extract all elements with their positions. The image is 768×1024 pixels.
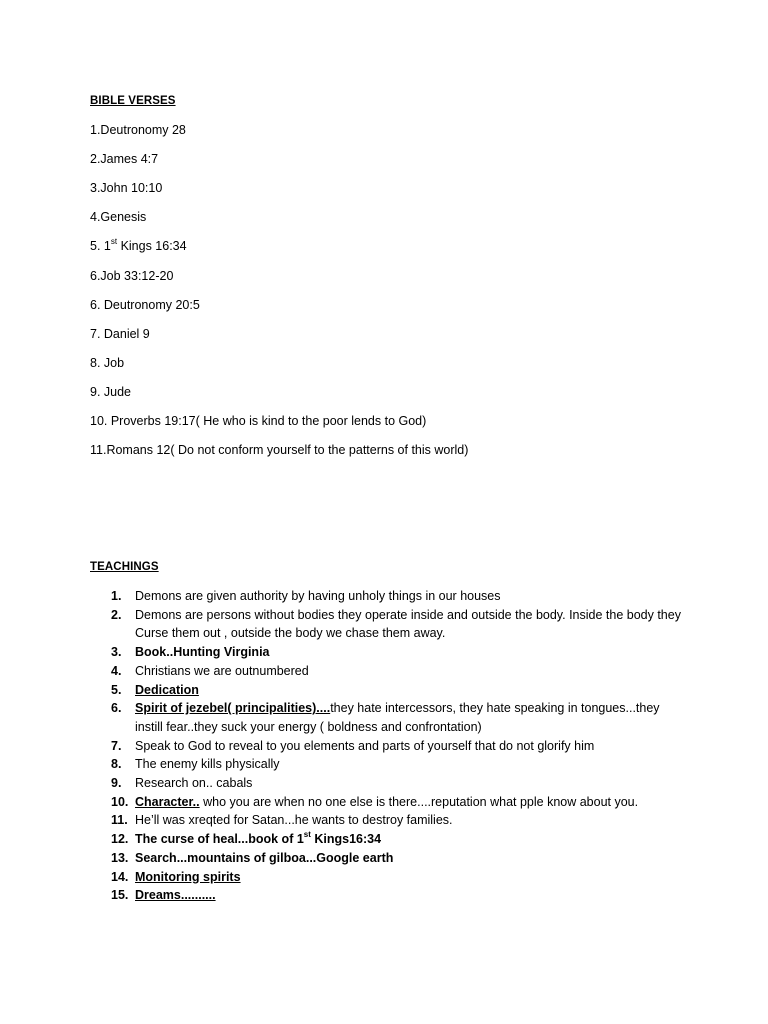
list-number: 10. — [111, 794, 129, 809]
verse-item: 8. Job — [90, 356, 125, 370]
verse-item: 6. Deutronomy 20:5 — [90, 298, 200, 312]
teachings-heading: TEACHINGS — [90, 561, 159, 573]
teachings-list — [90, 587, 690, 905]
list-item: 7. Speak to God to reveal to you elements and parts of yourself that do not glorify him — [90, 737, 690, 756]
verse-item: 7. Daniel 9 — [90, 327, 150, 341]
list-number: 2. — [111, 607, 122, 622]
list-number: 4. — [111, 663, 122, 678]
verse-item: 10. Proverbs 19:17( He who is kind to the poor lends to God) — [90, 414, 427, 428]
list-item: 12. The curse of heal...book of 1st Kings16:34 — [90, 830, 690, 849]
list-item: 4. Christians we are outnumbered — [90, 662, 690, 681]
list-item: 1. Demons are given authority by having unholy things in our houses — [90, 587, 690, 606]
list-item: 13. Search...mountains of gilboa...Google earth — [90, 849, 690, 868]
list-number: 8. — [111, 757, 122, 772]
verse-item: 5. 1st Kings 16:34 — [90, 236, 187, 253]
list-number: 1. — [111, 589, 122, 603]
list-item: 5. Dedication — [90, 681, 690, 700]
list-item: 10. Character.. who you are when no one else is there....reputation what pple know about you. — [90, 793, 690, 812]
verse-item: 9. Jude — [90, 385, 132, 399]
list-item: 8. The enemy kills physically — [90, 755, 690, 774]
list-number: 7. — [111, 738, 122, 753]
list-item: 9. Research on.. cabals — [90, 774, 690, 793]
list-item: 15. Dreams.......... — [90, 886, 690, 905]
list-item: 11. He’ll was xreqted for Satan...he wants to destroy families. — [90, 811, 690, 830]
bible-verses-heading: BIBLE VERSES — [90, 95, 176, 107]
list-item: 14. Monitoring spirits — [90, 868, 690, 887]
list-number: 9. — [111, 776, 122, 791]
list-number: 14. — [111, 869, 129, 884]
verse-item: 1.Deutronomy 28 — [90, 123, 186, 137]
list-number: 13. — [111, 850, 129, 865]
verse-item: 6.Job 33:12-20 — [90, 269, 174, 283]
list-item: 3. Book..Hunting Virginia — [90, 643, 690, 662]
list-item: 6. Spirit of jezebel( principalities)....they hate intercessors, they hate speaking in tongues...they instill fear..they suck your energy ( boldness and confrontation) — [111, 701, 660, 734]
list-number: 5. — [111, 682, 122, 697]
list-number: 11. — [111, 813, 128, 828]
list-number: 6. — [111, 701, 122, 716]
verse-item: 2.James 4:7 — [90, 152, 159, 166]
list-number: 12. — [111, 832, 129, 847]
list-number: 15. — [111, 888, 129, 903]
list-item: 2. Demons are persons without bodies they operate inside and outside the body. Inside the body they Curse them out , outside the body we chase them away. — [111, 607, 681, 641]
verse-item: 3.John 10:10 — [90, 181, 163, 195]
list-number: 3. — [111, 645, 122, 660]
verse-item: 4.Genesis — [90, 210, 147, 224]
verse-item: 11.Romans 12( Do not conform yourself to the patterns of this world) — [90, 443, 469, 457]
